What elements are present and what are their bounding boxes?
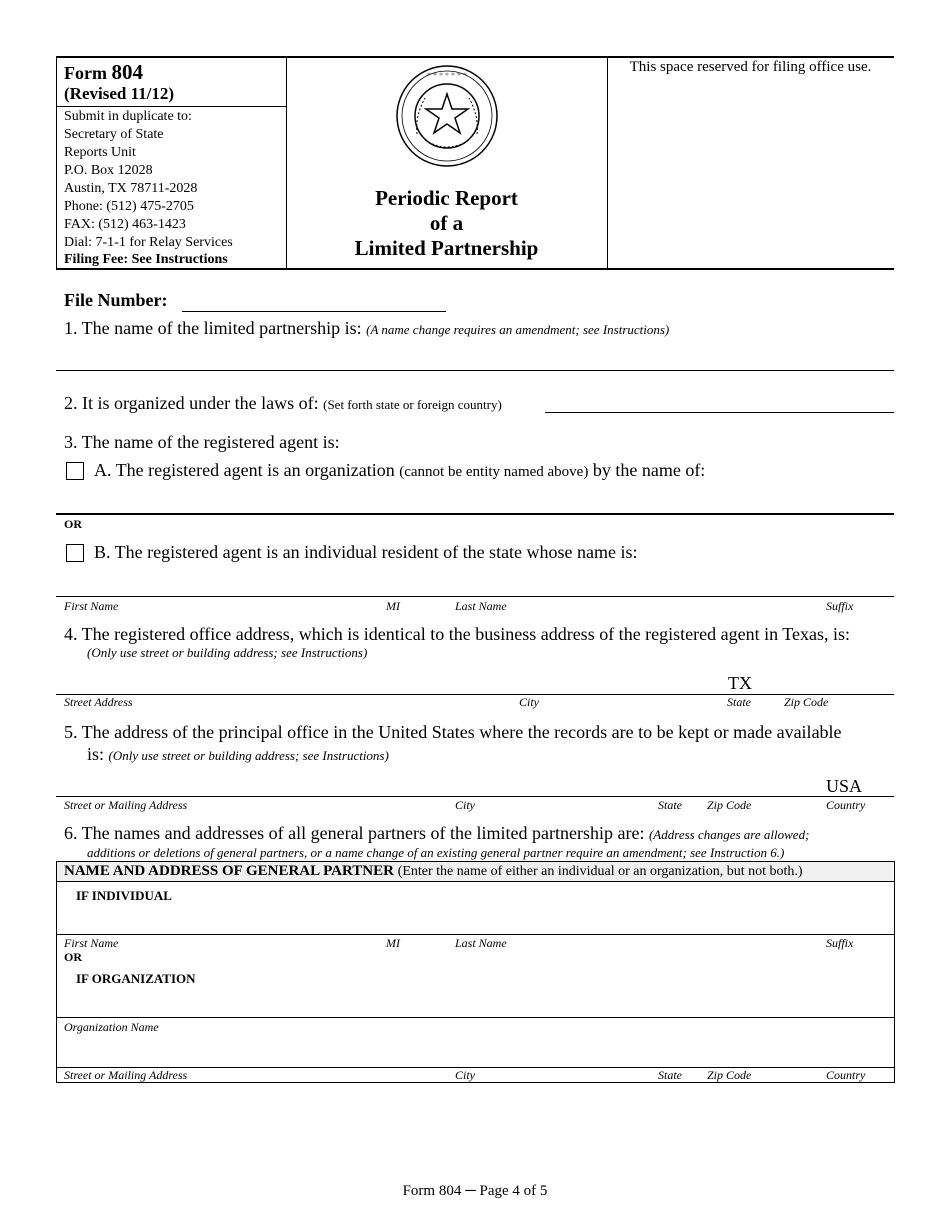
or-label: OR: [64, 517, 82, 531]
svg-text:* * * * * * *: * * * * * * *: [427, 71, 467, 80]
caption-country: Country: [826, 1068, 866, 1082]
submit-address-line: Dial: 7-1-1 for Relay Services: [64, 235, 233, 250]
caption-first-name: First Name: [64, 599, 119, 613]
caption-city: City: [455, 1068, 475, 1082]
submit-address-line: Reports Unit: [64, 145, 136, 160]
caption-country: Country: [826, 798, 866, 812]
caption-mi: MI: [386, 599, 400, 613]
caption-zip: Zip Code: [784, 695, 829, 709]
item-1-text: 1. The name of the limited partnership is: (A name change requires an amendment; see Instructions): [64, 318, 670, 338]
registered-office-address-field[interactable]: [56, 694, 894, 695]
partner-heading: NAME AND ADDRESS OF GENERAL PARTNER (Enter the name of either an individual or an organization, but not both.): [64, 863, 803, 879]
caption-city: City: [455, 798, 475, 812]
submit-address-block: [64, 108, 233, 252]
item-5-text-cont: is: (Only use street or building address; see Instructions): [87, 744, 389, 764]
caption-last-name: Last Name: [455, 936, 507, 950]
item-5-text: 5. The address of the principal office in the United States where the records are to be kept or made available: [64, 722, 842, 742]
if-individual-label: IF INDIVIDUAL: [76, 888, 172, 903]
organized-laws-field[interactable]: [545, 412, 894, 413]
principal-office-address-field[interactable]: [56, 796, 894, 797]
caption-suffix: Suffix: [826, 599, 854, 613]
caption-street-address: Street Address: [64, 695, 133, 709]
submit-address-line: Austin, TX 78711-2028: [64, 181, 198, 196]
partner-organization-name-field[interactable]: [56, 1017, 894, 1018]
partner-individual-name-field[interactable]: [56, 934, 894, 935]
item-6-text: 6. The names and addresses of all general partners of the limited partnership are: (Address changes are allowed;: [64, 823, 810, 843]
caption-zip: Zip Code: [707, 798, 752, 812]
submit-address-line: Submit in duplicate to:: [64, 109, 192, 124]
caption-zip: Zip Code: [707, 1068, 752, 1082]
page-footer: Form 804 ─ Page 4 of 5: [402, 1183, 548, 1199]
filing-office-reserved: This space reserved for filing office use.: [629, 59, 872, 75]
item-6-note: additions or deletions of general partners, or a name change of an existing general partner require an amendment; see Instruction 6.): [87, 845, 785, 860]
caption-city: City: [519, 695, 539, 709]
item-3b-text: B. The registered agent is an individual resident of the state whose name is:: [94, 542, 638, 562]
item-2-text: 2. It is organized under the laws of: (Set forth state or foreign country): [64, 393, 502, 413]
caption-state: State: [658, 1068, 682, 1082]
registered-office-state-value: TX: [728, 673, 752, 693]
caption-street-mailing: Street or Mailing Address: [64, 1068, 188, 1082]
submit-address-line: Secretary of State: [64, 127, 164, 142]
principal-office-country-value: USA: [826, 776, 863, 796]
caption-first-name: First Name: [64, 936, 119, 950]
form-title: Periodic Report of a Limited Partnership: [354, 186, 539, 260]
form-revision: (Revised 11/12): [64, 84, 175, 103]
item-4-text: 4. The registered office address, which is identical to the business address of the registered agent in Texas, is:: [64, 624, 851, 644]
caption-street-mailing: Street or Mailing Address: [64, 798, 188, 812]
file-number-label: File Number:: [64, 290, 168, 310]
item-4-note: (Only use street or building address; see Instructions): [87, 645, 368, 660]
caption-organization-name: Organization Name: [64, 1020, 159, 1034]
filing-fee: Filing Fee: See Instructions: [64, 252, 228, 267]
submit-address-line: FAX: (512) 463-1423: [64, 217, 186, 232]
form-number: Form 804: [64, 60, 143, 84]
item-3a-text: A. The registered agent is an organization (cannot be entity named above) by the name of:: [94, 460, 706, 480]
caption-mi: MI: [386, 936, 400, 950]
caption-state: State: [727, 695, 751, 709]
partnership-name-field[interactable]: [56, 370, 894, 371]
agent-organization-field[interactable]: [56, 513, 894, 515]
agent-individual-name-field[interactable]: [56, 596, 894, 597]
caption-suffix: Suffix: [826, 936, 854, 950]
texas-seal-icon: [395, 64, 499, 168]
caption-last-name: Last Name: [455, 599, 507, 613]
submit-address-line: P.O. Box 12028: [64, 163, 153, 178]
caption-state: State: [658, 798, 682, 812]
agent-individual-checkbox[interactable]: [66, 544, 84, 562]
agent-organization-checkbox[interactable]: [66, 462, 84, 480]
or-label: OR: [64, 950, 82, 964]
item-3-text: 3. The name of the registered agent is:: [64, 432, 340, 452]
submit-address-line: Phone: (512) 475-2705: [64, 199, 194, 214]
file-number-field[interactable]: [182, 311, 446, 312]
if-organization-label: IF ORGANIZATION: [76, 971, 196, 986]
